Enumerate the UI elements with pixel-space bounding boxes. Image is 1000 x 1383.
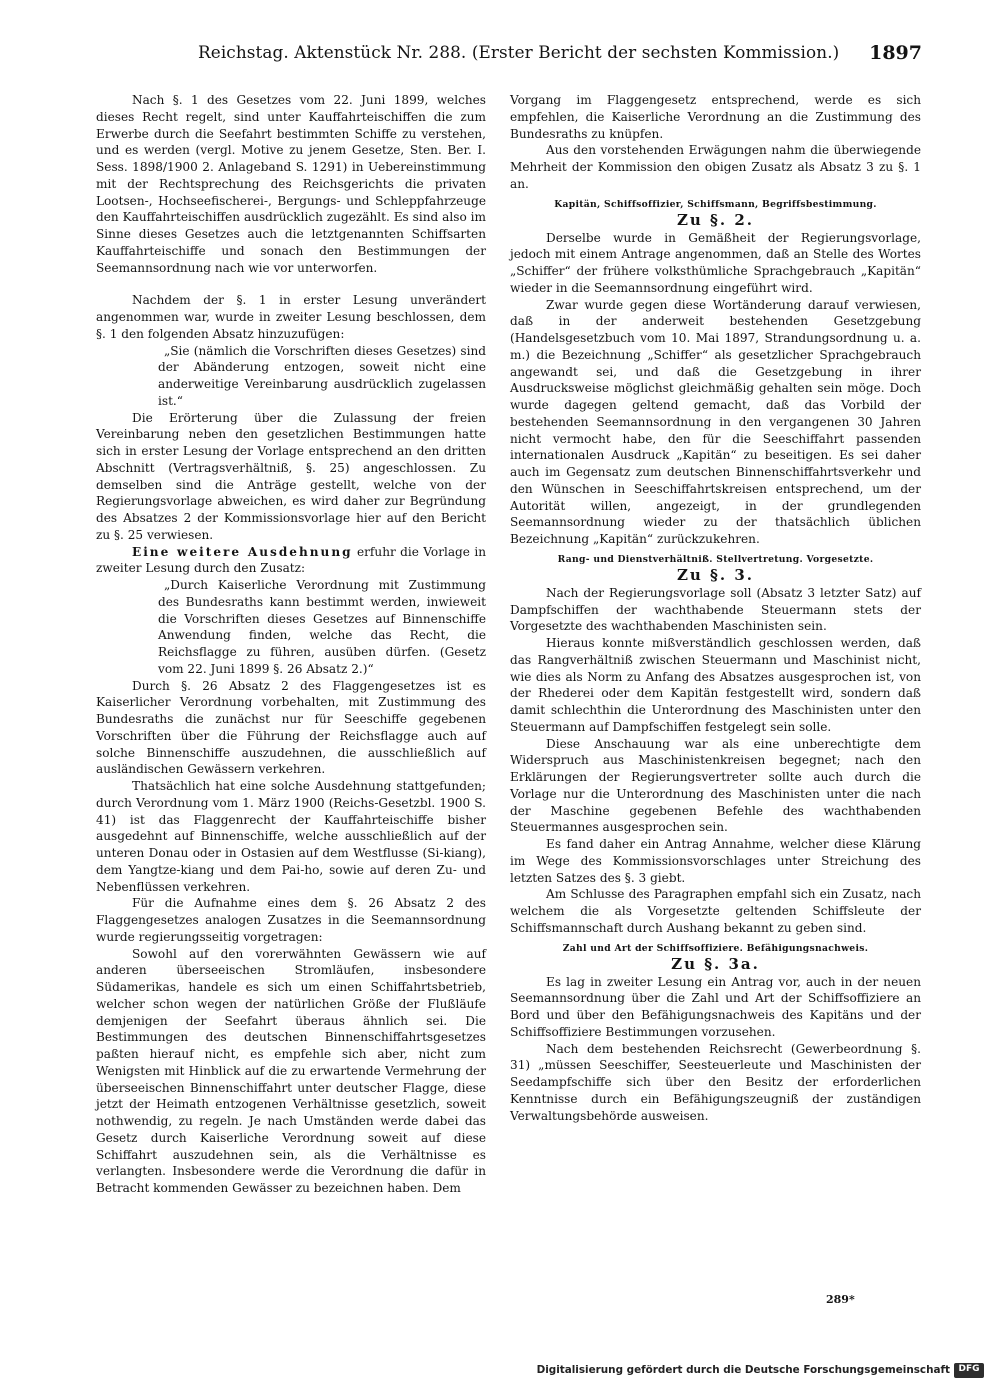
left-column	[96, 92, 486, 1197]
paragraph: Es fand daher ein Antrag Annahme, welcher diese Klärung im Wege des Kommissionsvorschlages unter Streichung des letzten Satzes des §. 3 giebt.	[510, 837, 921, 885]
paragraph: Durch §. 26 Absatz 2 des Flaggengesetzes ist es Kaiserlicher Verordnung vorbehalten, mit Zustimmung des Bundesraths die zunächst nur für Seeschiffe gegebenen Vorschriften über die Führung der Reichsflagge auch auf solche Binnenschiffe auszudehnen, die ausschließlich auf ausländischen Gewässern verkehren.	[96, 678, 486, 777]
subject-heading: Zahl und Art der Schiffsoffiziere. Befähigungsnachweis.	[562, 942, 869, 954]
digitization-footer	[536, 1362, 984, 1380]
signature-mark: 289*	[826, 1293, 855, 1306]
paragraph: Aus den vorstehenden Erwägungen nahm die überwiegende Mehrheit der Kommission den obigen Zusatz als Absatz 3 zu §. 1 an.	[510, 143, 921, 191]
section-heading: Zu §. 2.	[676, 210, 755, 229]
paragraph: Es lag in zweiter Lesung ein Antrag vor, auch in der neuen Seemannsordnung über die Zahl und Art der Schiffsoffiziere an Bord und über den Befähigungsnachweis des Kapitäns und der Schiffsoffiziere Bestimmungen vorzusehen.	[510, 974, 921, 1039]
dfg-credit: Digitalisierung gefördert durch die Deutsche Forschungsgemeinschaft	[536, 1364, 950, 1376]
quoted-amendment: „Durch Kaiserliche Verordnung mit Zustimmung des Bundesraths kann bestimmt werden, inwieweit die Vorschriften dieses Gesetzes auf Binnenschiffe Anwendung finden, welche das Recht, die Reichsflagge zu führen, ausüben dürfen. (Gesetz vom 22. Juni 1899 §. 26 Absatz 2.)“	[158, 578, 486, 676]
paragraph: Für die Aufnahme eines dem §. 26 Absatz 2 des Flaggengesetzes analogen Zusatzes in die Seemannsordnung wurde regierungsseitig vorgetragen:	[96, 896, 486, 944]
paragraph: Nach §. 1 des Gesetzes vom 22. Juni 1899, welches dieses Recht regelt, sind unter Kauffahrteischiffen die zum Erwerbe durch die Seefahrt bestimmten Schiffe zu verstehen, und es werden (vergl. Motive zu jenem Gesetze, Sten. Ber. I. Sess. 1898/1900 2. Anlageband S. 1291) in Uebereinstimmung mit der Rechtsprechung des Reichsgerichts die privaten Lootsen-, Hochseefischerei-, Bergungs- und Schleppfahrzeuge den Kauffahrteischiffen ausdrücklich zugezählt. Es sind also im Sinne dieses Gesetzes auch die letztgenannten Schiffsarten Kauffahrteischiffe und sonach den Bestimmungen der Seemannsordnung nach wie vor unterworfen.	[96, 93, 486, 275]
page-number: 1897	[869, 42, 922, 64]
paragraph: Vorgang im Flaggengesetz entsprechend, werde es sich empfehlen, die Kaiserliche Verordnung an die Zustimmung des Bundesraths zu knüpfen.	[510, 93, 921, 141]
right-column	[510, 92, 921, 1124]
paragraph: Nach dem bestehenden Reichsrecht (Gewerbeordnung §. 31) „müssen Seeschiffer, Seesteuerleute und Maschinisten der Seedampfschiffe sich über den Besitz der erforderlichen Kenntnisse durch ein Befähigungszeugniß der zuständigen Verwaltungsbehörde ausweisen.	[510, 1041, 921, 1123]
paragraph: Hieraus konnte mißverständlich geschlossen werden, daß das Rangverhältniß zwischen Steuermann und Maschinist nicht, wie dies als Norm zu Anfang des Absatzes ausgesprochen ist, von der Rhederei oder dem Kapitän festgestellt wird, sondern daß damit schlechthin die Unterordnung des Maschinisten unter den Steuermann auf Dampfschiffen festgelegt sein solle.	[510, 636, 921, 734]
running-title: Reichstag. Aktenstück Nr. 288. (Erster Bericht der sechsten Kommission.)	[198, 42, 840, 62]
subject-heading: Rang- und Dienstverhältniß. Stellvertretung. Vorgesetzte.	[557, 553, 874, 565]
spaced-emphasis: Eine weitere Ausdehnung	[132, 544, 353, 559]
paragraph-gap	[96, 276, 486, 292]
paragraph: Thatsächlich hat eine solche Ausdehnung stattgefunden; durch Verordnung vom 1. März 1900 (Reichs-Gesetzbl. 1900 S. 41) ist das Flaggenrecht der Kauffahrteischiffe bisher ausgedehnt auf Binnenschiffe, welche ausschließlich auf der unteren Donau oder in Ostasien auf dem Westflusse (Si-kiang), dem Yangtze-kiang und dem Pai-ho, sowie auf deren Zu- und Nebenflüssen verkehren.	[96, 779, 486, 894]
running-header	[170, 42, 922, 74]
paragraph: Sowohl auf den vorerwähnten Gewässern wie auf anderen überseeischen Stromläufen, insbesondere Südamerikas, handele es sich um einen Schiffahrtsbetrieb, welcher schon wegen der natürlichen Größe der Flußläufe demjenigen der Seefahrt überaus ähnlich sei. Die Bestimmungen des deutschen Binnenschiffahrtsgesetzes paßten hierauf nicht, es empfehle sich aber, nicht zum Wenigsten mit Hinblick auf die zu erwartende Vermehrung der überseeischen Binnenschiffahrt unter deutscher Flagge, diese jetzt der Heimath entzogenen Verhältnisse gesetzlich, soweit nothwendig, zu regeln. Je nach Umständen werde dabei das Gesetz durch Kaiserliche Verordnung soweit auf diese Schiffahrt auszudehnen sein, als die Verhältnisse es verlangten. Insbesondere werde die Verordnung die dafür in Betracht kommenden Gewässer zu bezeichnen haben. Dem	[96, 946, 486, 1195]
paragraph	[96, 544, 486, 578]
dfg-logo-text: DFG	[958, 1364, 980, 1374]
section-heading: Zu §. 3a.	[671, 954, 760, 973]
paragraph: Nachdem der §. 1 in erster Lesung unverändert angenommen war, wurde in zweiter Lesung beschlossen, dem §. 1 den folgenden Absatz hinzuzufügen:	[96, 293, 486, 341]
paragraph: Diese Anschauung war als eine unberechtigte dem Widerspruch aus Maschinistenkreisen begegnet; nach den Erklärungen der Regierungsvertreter sollte auch durch die Vorlage nur die Unterordnung des Maschinisten unter die nach der Maschine gegebenen Befehle des wachthabenden Steuermannes ausgesprochen sein.	[510, 736, 921, 835]
paragraph: Am Schlusse des Paragraphen empfahl sich ein Zusatz, nach welchem die als Vorgesetzte geltenden Schiffsleute der Schiffsmannschaft durch Aushang bekannt zu geben sind.	[510, 887, 921, 935]
paragraph: Derselbe wurde in Gemäßheit der Regierungsvorlage, jedoch mit einem Antrage angenommen, daß an Stelle des Wortes „Schiffer“ der frühere volksthümliche Sprachgebrauch „Kapitän“ wieder in die Seemannsordnung eingeführt wird.	[510, 230, 921, 295]
subject-heading: Kapitän, Schiffsoffizier, Schiffsmann, Begriffsbestimmung.	[554, 198, 877, 210]
paragraph-text: erfuhr die Vorlage in zweiter Lesung durch den Zusatz:	[96, 544, 486, 576]
paragraph: Zwar wurde gegen diese Wortänderung darauf verwiesen, daß in der anderweit bestehenden Gesetzgebung (Handelsgesetzbuch vom 10. Mai 1897, Strandungsordnung u. a. m.) die Bezeichnung „Schiffer“ als gesetzlicher Sprachgebrauch angewandt sei, und daß die Gesetzgebung in ihrer Ausdrucksweise möglichst gleichmäßig gehalten sein möge. Doch wurde dagegen geltend gemacht, daß das Vorbild der bestehenden Seemannsordnung in den vergangenen 30 Jahren nicht vermocht habe, den für die Seeschiffahrt passenden internationalen Ausdruck „Kapitän“ zu beseitigen. Es sei daher auch im Gegensatz zum deutschen Binnenschiffahrtsverkehr und den Wünschen in Seeschiffahrtskreisen entsprechend, um der Autorität willen, angezeigt, in der grundlegenden Seemannsordnung wieder zu der thatsächlich üblichen Bezeichnung „Kapitän“ zurückzukehren.	[510, 297, 921, 546]
dfg-logo-icon	[954, 1363, 984, 1378]
section-heading: Zu §. 3.	[676, 565, 755, 584]
quoted-amendment: „Sie (nämlich die Vorschriften dieses Gesetzes) sind der Abänderung entzogen, soweit nicht eine anderweitige Vereinbarung ausdrücklich zugelassen ist.“	[158, 343, 486, 408]
paragraph: Nach der Regierungsvorlage soll (Absatz 3 letzter Satz) auf Dampfschiffen der wachthabende Steuermann stets der Vorgesetzte des wachthabenden Maschinisten sein.	[510, 585, 921, 634]
paragraph: Die Erörterung über die Zulassung der freien Vereinbarung neben den gesetzlichen Bestimmungen hatte sich in erster Lesung der Vorlage entsprechend an den dritten Abschnitt (Vertragsverhältniß, §. 25) angeschlossen. Zu demselben sind die Anträge gestellt, welche von der Regierungsvorlage abweichen, es wird daher zur Begründung des Absatzes 2 der Kommissionsvorlage hier auf den Bericht zu §. 25 verwiesen.	[96, 410, 486, 542]
